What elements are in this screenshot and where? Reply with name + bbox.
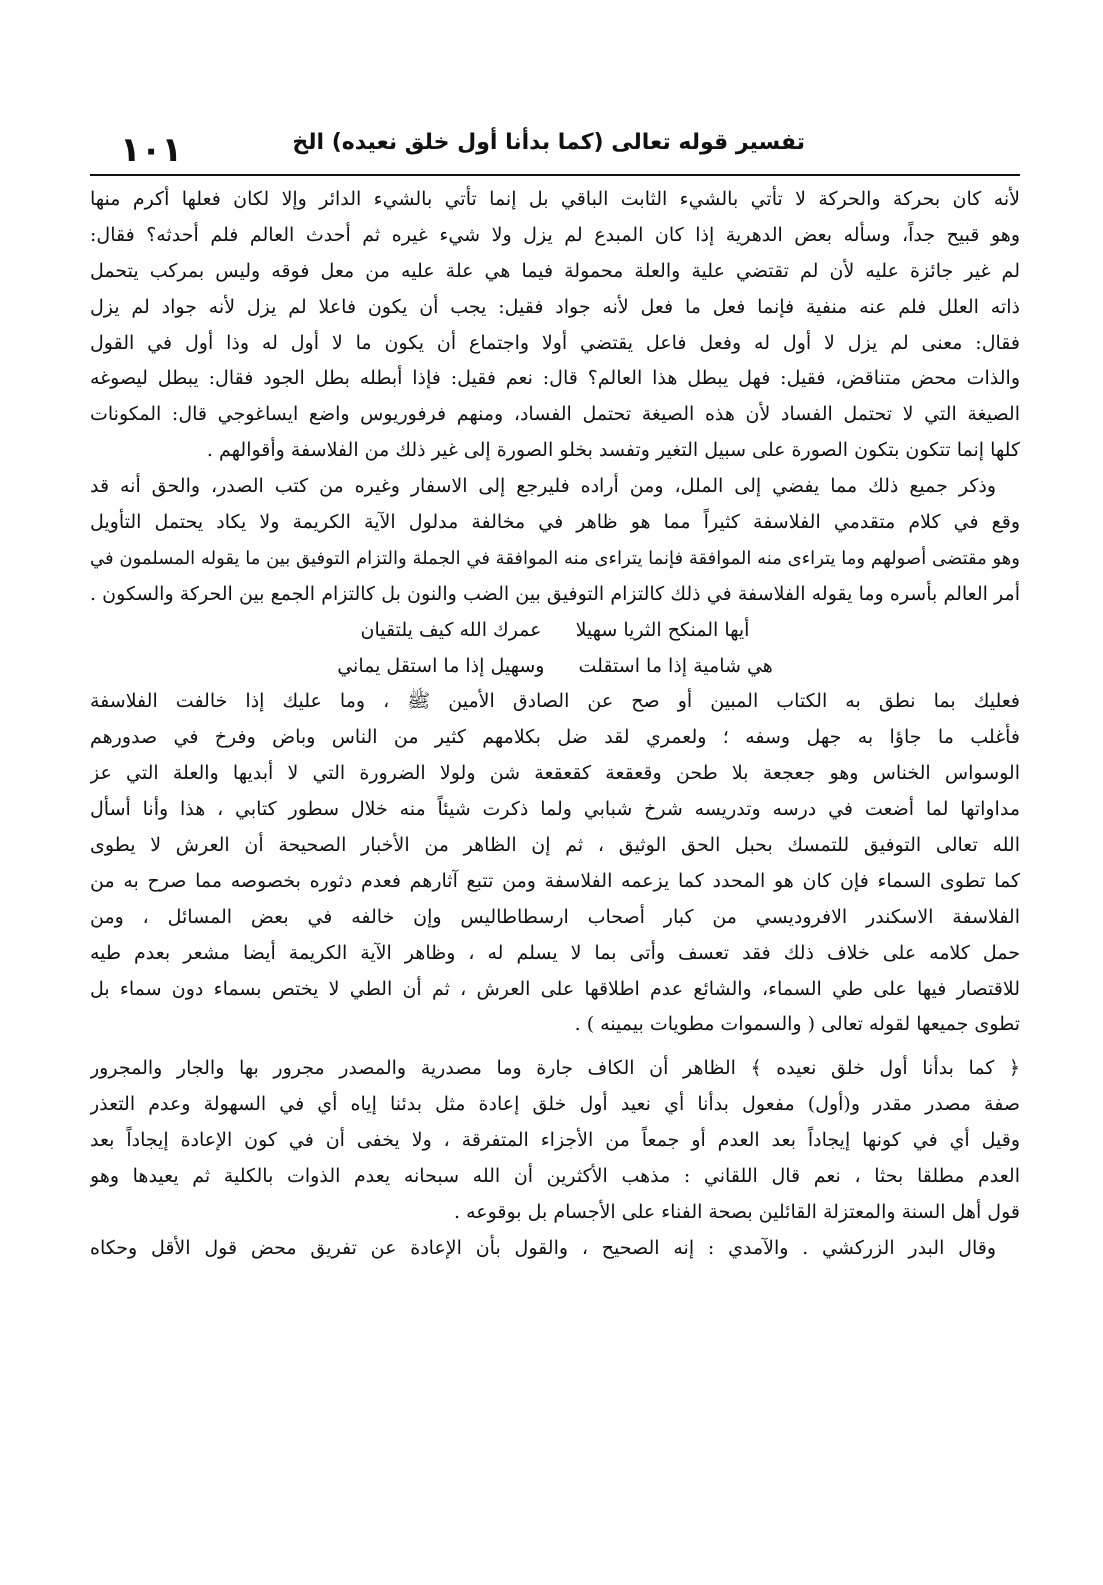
text-line: ذاته العلل فلم عنه منفية فإنما فعل ما فعل لأنه جواد فقيل: يجب أن يكون فاعلا لم يزل لأنه جواد لم يزل bbox=[90, 295, 1020, 318]
text-line: العدم مطلقا بحثا ، نعم قال اللقاني : مذهب الأكثرين أن الله سبحانه يعدم الذوات بالكلية ثم يعيدها وهو bbox=[90, 1165, 1020, 1188]
text-line: أمر العالم بأسره وما يقوله الفلاسفة في ذلك كالتزام التوفيق بين الضب والنون بل كالتزام الجمع بين الحركة والسكون . bbox=[90, 582, 1020, 605]
text-line: للاقتصار فيها على طي السماء، والشائع عدم اطلاقها على العرش ، ثم أن الطي لا يختص بسماء دون سماء بل bbox=[90, 977, 1020, 1000]
verse-first-hemistich: هي شامية إذا ما استقلت bbox=[578, 654, 773, 677]
page-header bbox=[90, 122, 1020, 172]
text-line: ﴿ كما بدأنا أول خلق نعيده ﴾ الظاهر أن الكاف جارة وما مصدرية والمصدر مجرور بها والجار والمجرور bbox=[90, 1057, 1020, 1080]
text-line: وقيل أي في كونها إيجاداً بعد العدم أو جمعاً من الأجزاء المتفرقة ، ولا يخفى أن في كون الإعادة إيجاداً بعد bbox=[90, 1129, 1020, 1152]
paragraph-1 bbox=[90, 182, 1020, 469]
text-line: وهو مقتضى أصولهم وما يتراءى منه الموافقة فإنما يتراءى منه الموافقة في الجملة والتزام التوفيق بين ما يقوله المسلمون في bbox=[90, 547, 1020, 569]
text-line: كلها إنما تتكون بتكون الصورة على سبيل التغير وتفسد بخلو الصورة إلى غير ذلك من الفلاسفة وأقوالهم . bbox=[206, 439, 1020, 462]
text-line: الله تعالى التوفيق للتمسك بحبل الحق الوثيق ، ثم إن الظاهر من الأخبار الصحيحة أن العرش لا يطوى bbox=[90, 834, 1020, 857]
text-line: فعليك بما نطق به الكتاب المبين أو صح عن الصادق الأمين ﷺ ، وما عليك إذا خالفت الفلاسفة bbox=[90, 690, 1020, 713]
text-line: قول أهل السنة والمعتزلة القائلين بصحة الفناء على الأجسام بل بوقوعه . bbox=[453, 1200, 1020, 1223]
section-separator bbox=[90, 1043, 1020, 1051]
header-rule bbox=[90, 174, 1020, 176]
text-line: حمل كلامه على خلاف ذلك فقد تعسف وأتى بما لا يسلم له ، وظاهر الآية الكريمة أيضا مشعر بعدم طيه bbox=[90, 941, 1020, 964]
running-title: تفسير قوله تعالى (كما بدأنا أول خلق نعيده) الخ bbox=[292, 130, 805, 155]
text-line: تطوى جميعها لقوله تعالى ( والسموات مطويات بيمينه ) . bbox=[574, 1013, 1020, 1036]
text-line: كما تطوى السماء فإن كان هو المحدد كما يزعمه الفلاسفة ومن تتبع آثارهم فعدم دثوره بخصوصه مما صرح به من bbox=[90, 869, 1020, 892]
verse-line bbox=[90, 613, 1020, 649]
text-line: وقال البدر الزركشي . والآمدي : إنه الصحيح ، والقول بأن الإعادة عن تفريق محض قول الأقل وحكاه bbox=[90, 1236, 996, 1259]
text-line: الصيغة التي لا تحتمل الفساد لأن هذه الصيغة تحتمل الفساد، ومنهم فرفوريوس واضع ايساغوجي قال: المكونات bbox=[90, 403, 1020, 426]
paragraph-5 bbox=[90, 1231, 1020, 1267]
verse-second-hemistich: وسهيل إذا ما استقل يماني bbox=[337, 654, 545, 677]
text-line: وذكر جميع ذلك مما يفضي إلى الملل، ومن أراده فليرجع إلى الاسفار وغيره من كتب الصدر، والحق أنه قد bbox=[90, 475, 996, 498]
verse-second-hemistich: عمرك الله كيف يلتقيان bbox=[360, 618, 542, 641]
text-line: فأغلب ما جاؤا به جهل وسفه ؛ ولعمري لقد ضل بكلامهم كثير من الناس وباض وفرخ في صدورهم bbox=[90, 726, 1020, 749]
text-line: لأنه كان بحركة والحركة لا تأتي بالشيء الثابت الباقي بل إنما تأتي بالشيء الدائر وإلا لكان فعلها أكرم منها bbox=[90, 188, 1020, 210]
paragraph-3 bbox=[90, 684, 1020, 1043]
poetry-verses bbox=[90, 613, 1020, 685]
verse-first-hemistich: أيها المنكح الثريا سهيلا bbox=[575, 618, 750, 641]
text-line: صفة مصدر مقدر و(أول) مفعول بدأنا أي نعيد أول خلق إعادة مثل بدئنا إياه أي في السهولة وعدم التعذر bbox=[90, 1093, 1020, 1116]
text-line: وهو قبيح جداً، وسأله بعض الدهرية إذا كان المبدع لم يزل ولا شيء غيره ثم أحدث العالم فلم أحدثه؟ فقال: bbox=[90, 223, 1020, 246]
verse-line bbox=[90, 649, 1020, 685]
text-line: مداواتها لما أضعت في درسه وتدريسه شرخ شبابي ولما ذكرت شيئاً منه خلال سطور كتابي ، هذا وأنا أسأل bbox=[90, 798, 1020, 821]
text-line: فقال: معنى لم يزل لا أول له وفعل فاعل يقتضي أولا واجتماع أن يكون ما لا أول له وذا أول في القول bbox=[90, 331, 1020, 354]
text-line: الفلاسفة الاسكندر الافروديسي من كبار أصحاب ارسطاطاليس وإن خالفه في بعض المسائل ، ومن bbox=[90, 905, 1020, 928]
paragraph-4 bbox=[90, 1051, 1020, 1230]
page-number: ١٠١ bbox=[120, 130, 183, 170]
paragraph-2 bbox=[90, 469, 1020, 613]
text-line: لم غير جائزة عليه لأن لم تقتضي علية والعلة محمولة فيما هي علة عليه من معل فوقه وليس بمركب يتحمل bbox=[90, 259, 1020, 282]
text-line: والذات محض متناقض، فقيل: فهل يبطل هذا العالم؟ قال: نعم فقيل: فإذا أبطله بطل الجود فقال: يبطل ليصوغه bbox=[90, 367, 1020, 390]
text-line: وقع في كلام متقدمي الفلاسفة كثيراً مما هو ظاهر في مخالفة مدلول الآية الكريمة ولا يكاد يحتمل التأويل bbox=[90, 511, 1020, 534]
body-text bbox=[90, 182, 1020, 1267]
text-line: الوسواس الخناس وهو جعجعة بلا طحن وقعقعة كقعقعة شن ولولا الضرورة التي لا أبديها والعلة التي عز bbox=[90, 762, 1020, 785]
